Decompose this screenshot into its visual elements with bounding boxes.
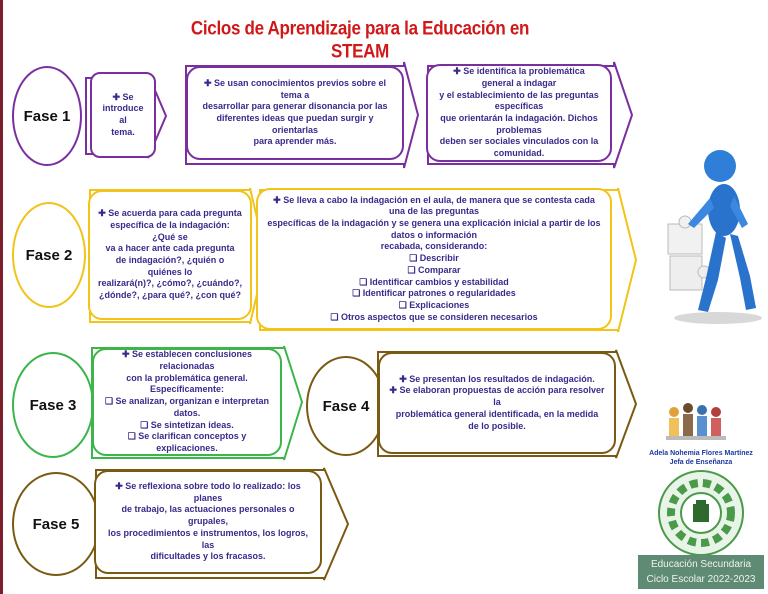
phase-5-label: Fase 5: [32, 515, 80, 533]
text-line: deben ser sociales vinculados con la: [439, 136, 599, 147]
left-border: [0, 0, 3, 594]
text-line: ✚ Se acuerda para cada pregunta: [98, 208, 242, 219]
checklist-item: ❑ Identificar patrones o regularidades: [352, 288, 516, 299]
text-line: va a hacer ante cada pregunta: [105, 243, 235, 254]
phase-5-box-1: [94, 470, 322, 574]
text-line: Específicamente:: [149, 384, 225, 395]
phase-1-label: Fase 1: [23, 107, 71, 125]
checklist-item: ❑ Se clarifican conceptos y explicaciones.: [127, 431, 247, 453]
text-line: diferentes ideas que puedan surgir y orientarlas: [216, 113, 374, 135]
text-line: los procedimientos e instrumentos, los logros, las: [107, 527, 309, 550]
checklist-item: ❑ Se analizan, organizan e interpretan datos.: [104, 396, 270, 418]
figure-puzzle-illustration: [648, 138, 764, 328]
text-line: dificultades y los fracasos.: [150, 551, 266, 562]
text-line: ✚ Se reflexiona sobre todo lo realizado: los planes: [115, 481, 301, 503]
school-level: Educación Secundaria: [650, 559, 752, 570]
text-line: específicas de la indagación y se genera una explicación inicial a partir de los datos o información: [267, 218, 601, 240]
coordinator-role: Jefa de Enseñanza: [669, 459, 733, 466]
phase-1-box-1: [90, 72, 156, 158]
checklist-item: ❑ Describir: [409, 253, 459, 264]
coordinator-name: Adela Nohemia Flores Martínez: [649, 450, 753, 457]
school-banner: [638, 555, 764, 589]
text-line: para aprender más.: [253, 136, 337, 147]
phase-3-box-1: [92, 348, 282, 456]
checklist-item: ❑ Otros aspectos que se consideren necesarios: [330, 311, 538, 322]
text-line: ¿dónde?, ¿para qué?, ¿con qué?: [99, 290, 241, 301]
phase-4-box-1: [378, 352, 616, 454]
text-line: comunidad.: [493, 148, 545, 159]
phase-2-box-1: [88, 190, 252, 320]
phase-1-box-3: [426, 64, 612, 162]
text-line: ✚ Se lleva a cabo la indagación en el aula, de manera que se contesta cada una de las preguntas: [273, 194, 595, 217]
phase-3-label: Fase 3: [29, 396, 77, 414]
text-line: introduce al: [102, 103, 144, 125]
text-line: tema.: [111, 126, 135, 137]
text-line: de indagación?, ¿quién o quiénes lo: [115, 255, 225, 277]
school-seal-icon: [658, 470, 744, 556]
phase-3-circle: [12, 352, 94, 458]
page-title: Ciclos de Aprendizaje para la Educación en STEAM: [190, 17, 530, 62]
phase-2-circle: [12, 202, 86, 308]
checklist-item: ❑ Identificar cambios y estabilidad: [359, 276, 509, 287]
text-line: ✚ Se presentan los resultados de indagación.: [399, 373, 595, 384]
school-year: Ciclo Escolar 2022-2023: [646, 574, 756, 585]
text-line: de lo posible.: [468, 420, 526, 431]
text-line: ✚ Se: [112, 91, 134, 102]
checklist-item: ❑ Se sintetizan ideas.: [140, 419, 234, 430]
phase-5-circle: [12, 472, 100, 576]
text-line: específica de la indagación: ¿Qué se: [110, 219, 230, 242]
phase-2-label: Fase 2: [25, 246, 73, 264]
text-line: problemática general identificada, en la medida: [395, 408, 599, 419]
phase-1-circle: [12, 66, 82, 166]
text-line: que orientarán la indagación. Dichos problemas: [440, 113, 598, 135]
text-line: realizará(n)?, ¿cómo?, ¿cuándo?,: [98, 278, 243, 289]
team-people-icon: [664, 400, 728, 448]
phase-4-label: Fase 4: [322, 397, 370, 415]
text-line: ✚ Se usan conocimientos previos sobre el tema a: [203, 77, 387, 100]
text-line: y el establecimiento de las preguntas específicas: [439, 89, 599, 112]
text-line: ✚ Se elaboran propuestas de acción para resolver la: [389, 385, 605, 408]
text-line: desarrollar para generar disonancia por las: [202, 101, 388, 112]
checklist-item: ❑ Comparar: [407, 264, 461, 275]
text-line: con la problemática general.: [126, 372, 248, 383]
text-line: recabada, considerando:: [380, 241, 488, 252]
checklist-item: ❑ Explicaciones: [398, 299, 470, 310]
phase-2-box-2: [256, 188, 612, 330]
text-line: ✚ Se identifica la problemática general a indagar: [453, 66, 585, 88]
text-line: de trabajo, las actuaciones personales o grupales,: [121, 504, 295, 527]
text-line: ✚ Se establecen conclusiones relacionadas: [121, 349, 253, 372]
phase-1-box-2: [186, 66, 404, 160]
